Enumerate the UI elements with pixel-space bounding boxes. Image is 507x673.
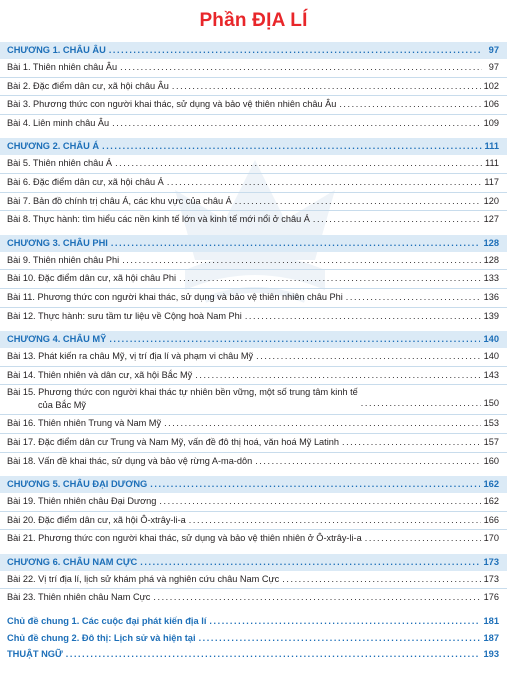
- dot-leader: [195, 367, 480, 385]
- page-number: 162: [483, 496, 499, 507]
- topics-section: [0, 613, 507, 663]
- chapter-heading[interactable]: [0, 331, 507, 348]
- table-of-contents: [0, 42, 507, 663]
- lesson-item-label: Bài 11. Phương thức con người khai thác, sử dụng và bảo vệ thiên nhiên châu Phi: [7, 291, 343, 302]
- dot-leader: [109, 331, 480, 348]
- page-number: 170: [483, 533, 499, 544]
- lesson-item[interactable]: [0, 78, 507, 97]
- toc-label-line1: Bài 15. Phương thức con người khai thác tự nhiên bền vững, một số trung tâm kinh tế: [7, 387, 358, 398]
- dot-leader: [235, 193, 481, 211]
- chapter-heading-label: CHƯƠNG 5. CHÂU ĐẠI DƯƠNG: [7, 479, 148, 490]
- chapter-section: [0, 42, 507, 132]
- page-number: 128: [483, 254, 499, 265]
- dot-leader: [199, 630, 481, 647]
- page-number: 97: [488, 45, 499, 55]
- page-number: 176: [483, 592, 499, 603]
- dot-leader: [159, 493, 480, 511]
- lesson-item[interactable]: [0, 530, 507, 548]
- lesson-item-label: Bài 10. Đặc điểm dân cư, xã hội châu Phi: [7, 273, 177, 284]
- chapter-section: [0, 138, 507, 228]
- page-number: 128: [483, 237, 499, 248]
- lesson-item-label: Bài 14. Thiên nhiên và dân cư, xã hội Bắc Mỹ: [7, 369, 193, 380]
- topic-item-label: THUẬT NGỮ: [7, 649, 63, 660]
- lesson-item[interactable]: [0, 415, 507, 434]
- dot-leader: [365, 530, 481, 548]
- dot-leader: [282, 571, 480, 589]
- lesson-item-label: Bài 5. Thiên nhiên châu Á: [7, 158, 113, 169]
- lesson-item-label: Bài 19. Thiên nhiên châu Đại Dương: [7, 496, 157, 507]
- lesson-item[interactable]: [0, 174, 507, 193]
- dot-leader: [189, 512, 481, 530]
- lesson-item-label: Bài 6. Đặc điểm dân cư, xã hội châu Á: [7, 176, 164, 187]
- chapter-heading-label: CHƯƠNG 4. CHÂU MỸ: [7, 334, 107, 345]
- page-number: 97: [488, 62, 499, 72]
- lesson-item[interactable]: [0, 348, 507, 367]
- page-number: 120: [483, 195, 499, 206]
- chapter-heading[interactable]: [0, 42, 507, 59]
- page-number: 157: [483, 436, 499, 447]
- lesson-item-label: [7, 386, 358, 412]
- page-number: 127: [483, 214, 499, 225]
- lesson-item-label: Bài 13. Phát kiến ra châu Mỹ, vị trí địa lí và phạm vi châu Mỹ: [7, 351, 254, 362]
- page-number: 160: [483, 455, 499, 466]
- dot-leader: [313, 211, 481, 229]
- toc-label-line2: của Bắc Mỹ: [38, 400, 86, 411]
- topic-item[interactable]: [0, 646, 507, 663]
- lesson-item[interactable]: [0, 211, 507, 229]
- page-number: 162: [483, 479, 499, 490]
- lesson-item-label: Bài 18. Vấn đề khai thác, sử dụng và bảo vệ rừng A-ma-dôn: [7, 455, 253, 466]
- page-number: 187: [483, 632, 499, 643]
- page-number: 173: [483, 573, 499, 584]
- dot-leader: [256, 348, 481, 366]
- lesson-item-label: Bài 7. Bản đồ chính trị châu Á, các khu vực của châu Á: [7, 195, 232, 206]
- dot-leader: [150, 476, 480, 493]
- lesson-item[interactable]: [0, 289, 507, 308]
- lesson-item-label: Bài 12. Thực hành: sưu tầm tư liệu về Cộng hoà Nam Phi: [7, 310, 242, 321]
- page-number: 193: [483, 649, 499, 660]
- dot-leader: [346, 289, 481, 307]
- chapter-section: [0, 476, 507, 548]
- page-number: 117: [484, 176, 499, 187]
- page-number: 140: [483, 334, 499, 345]
- lesson-item-label: Bài 20. Đặc điểm dân cư, xã hội Ô-xtrây-li-a: [7, 514, 186, 525]
- lesson-item-label: Bài 3. Phương thức con người khai thác, sử dụng và bảo vệ thiên nhiên châu Âu: [7, 99, 337, 110]
- lesson-item[interactable]: [0, 589, 507, 607]
- dot-leader: [339, 96, 480, 114]
- dot-leader: [209, 613, 480, 630]
- lesson-item-label: Bài 21. Phương thức con người khai thác, sử dụng và bảo vệ thiên nhiên ở Ô-xtrây-li-a: [7, 533, 362, 544]
- dot-leader: [140, 554, 480, 571]
- topic-item-label: Chủ đề chung 2. Đô thị: Lịch sử và hiện tại: [7, 632, 196, 643]
- page-number: 139: [483, 310, 499, 321]
- lesson-item[interactable]: [0, 367, 507, 386]
- chapter-heading[interactable]: [0, 138, 507, 155]
- lesson-item-label: Bài 17. Đặc điểm dân cư Trung và Nam Mỹ, vấn đề đô thị hoá, văn hoá Mỹ Latinh: [7, 436, 339, 447]
- lesson-item[interactable]: [0, 193, 507, 212]
- lesson-item-label: Bài 1. Thiên nhiên châu Âu: [7, 62, 118, 72]
- page-number: 173: [483, 556, 499, 567]
- dot-leader: [167, 174, 482, 192]
- dot-leader: [122, 252, 480, 270]
- dot-leader: [111, 235, 481, 252]
- lesson-item[interactable]: [0, 252, 507, 271]
- dot-leader: [120, 59, 482, 77]
- lesson-item[interactable]: [0, 493, 507, 512]
- page-number: 181: [483, 616, 499, 627]
- dot-leader: [172, 78, 481, 96]
- page-number: 166: [483, 514, 499, 525]
- chapter-section: [0, 554, 507, 607]
- chapter-heading[interactable]: [0, 554, 507, 571]
- lesson-item[interactable]: [0, 96, 507, 115]
- lesson-item-label: Bài 8. Thực hành: tìm hiểu các nền kinh tế lớn và kinh tế mới nổi ở châu Á: [7, 214, 310, 225]
- lesson-item[interactable]: [0, 453, 507, 471]
- page-title: Phần ĐỊA LÍ: [199, 10, 308, 31]
- page-number: 153: [483, 418, 499, 429]
- dot-leader: [164, 415, 481, 433]
- chapter-heading[interactable]: [0, 476, 507, 493]
- chapter-heading-label: CHƯƠNG 2. CHÂU Á: [7, 141, 100, 152]
- chapter-heading[interactable]: [0, 235, 507, 252]
- dot-leader: [245, 308, 481, 326]
- lesson-item[interactable]: [0, 115, 507, 133]
- dot-leader: [102, 138, 481, 155]
- page-number: 102: [483, 80, 499, 91]
- page-number: 150: [483, 397, 499, 408]
- lesson-item[interactable]: [0, 512, 507, 531]
- page-number: 140: [483, 351, 499, 362]
- lesson-item[interactable]: [0, 270, 507, 289]
- dot-leader: [153, 589, 480, 607]
- lesson-item-label: Bài 23. Thiên nhiên châu Nam Cực: [7, 592, 151, 603]
- lesson-item[interactable]: [0, 155, 507, 174]
- dot-leader: [361, 395, 481, 413]
- chapter-heading-label: CHƯƠNG 6. CHÂU NAM CỰC: [7, 556, 138, 567]
- lesson-item-label: Bài 9. Thiên nhiên châu Phi: [7, 254, 120, 265]
- lesson-item-label: Bài 22. Vị trí địa lí, lịch sử khám phá và nghiên cứu châu Nam Cực: [7, 573, 280, 584]
- dot-leader: [179, 270, 481, 288]
- page-number: 133: [483, 273, 499, 284]
- lesson-item[interactable]: [0, 385, 507, 415]
- lesson-item[interactable]: [0, 59, 507, 78]
- page-number: 106: [483, 99, 499, 110]
- dot-leader: [112, 115, 481, 133]
- dot-leader: [109, 42, 482, 59]
- lesson-item[interactable]: [0, 434, 507, 453]
- dot-leader: [255, 453, 480, 471]
- chapter-section: [0, 235, 507, 325]
- topic-item[interactable]: [0, 630, 507, 647]
- page-number: 111: [485, 158, 499, 169]
- lesson-item-label: Bài 2. Đặc điểm dân cư, xã hội châu Âu: [7, 80, 169, 91]
- chapter-heading-label: CHƯƠNG 1. CHÂU ÂU: [7, 45, 106, 55]
- dot-leader: [66, 646, 481, 663]
- chapter-heading-label: CHƯƠNG 3. CHÂU PHI: [7, 237, 108, 248]
- page-number: 136: [483, 291, 499, 302]
- lesson-item[interactable]: [0, 571, 507, 590]
- topic-item-label: Chủ đề chung 1. Các cuộc đại phát kiến địa lí: [7, 616, 207, 627]
- lesson-item-label: Bài 4. Liên minh châu Âu: [7, 117, 110, 128]
- page-number: 111: [484, 141, 499, 152]
- dot-leader: [115, 155, 482, 173]
- dot-leader: [342, 434, 481, 452]
- lesson-item[interactable]: [0, 308, 507, 326]
- page-number: 143: [483, 369, 499, 380]
- topic-item[interactable]: [0, 613, 507, 630]
- page-number: 109: [483, 117, 499, 128]
- chapter-section: [0, 331, 507, 470]
- lesson-item-label: Bài 16. Thiên nhiên Trung và Nam Mỹ: [7, 418, 162, 429]
